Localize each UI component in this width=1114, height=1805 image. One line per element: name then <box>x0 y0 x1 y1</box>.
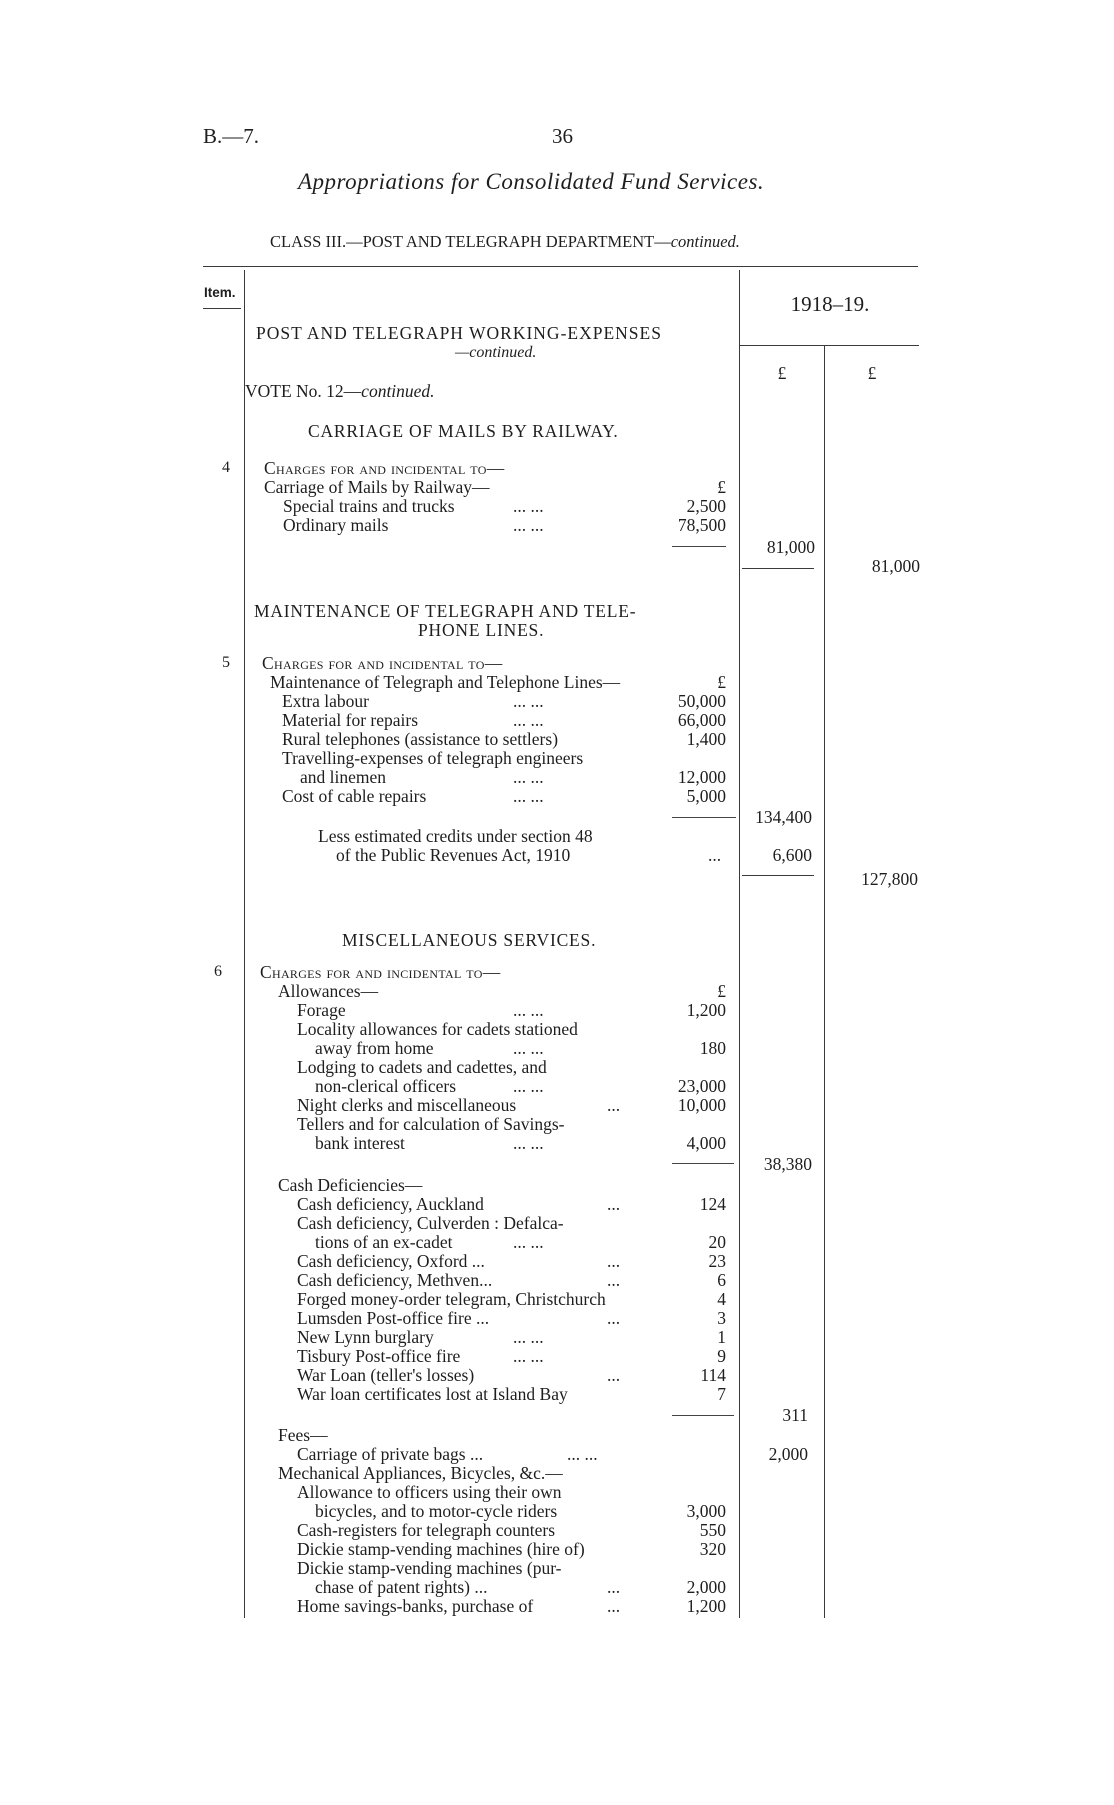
row-dots: ... ... <box>513 767 544 787</box>
row-dots: ... <box>607 1365 621 1385</box>
less-credits-line1: Less estimated credits under section 48 <box>318 826 593 846</box>
page-title: Appropriations for Consolidated Fund Services. <box>298 169 765 194</box>
row-value: 6 <box>717 1270 726 1290</box>
row-value: 2,000 <box>686 1577 726 1597</box>
row-dots: ... ... <box>513 1133 544 1153</box>
row-label: Carriage of private bags ... <box>297 1444 484 1464</box>
row-label: Rural telephones (assistance to settlers) <box>282 729 559 749</box>
maintenance-subtotal: 134,400 <box>755 807 812 827</box>
row-label: Locality allowances for cadets stationed <box>297 1019 578 1039</box>
row-value: 320 <box>699 1539 726 1559</box>
row-dots: ... ... <box>513 710 544 730</box>
row-value: 23 <box>708 1251 726 1271</box>
row-label: Home savings-banks, purchase of <box>297 1596 534 1616</box>
row-dots: ... <box>607 1577 621 1597</box>
row-label: Forged money-order telegram, Christchurch <box>297 1289 606 1309</box>
row-value: 9 <box>717 1346 726 1366</box>
page-number: 36 <box>552 124 573 148</box>
row-value: 114 <box>700 1365 726 1385</box>
row-value: 7 <box>717 1384 726 1404</box>
row-label: Cash deficiency, Methven... <box>297 1270 493 1290</box>
row-dots: ... <box>607 1194 621 1214</box>
fees-label: Fees— <box>278 1425 328 1445</box>
carriage-total: 81,000 <box>871 556 920 576</box>
carriage-charges-label: Charges for and incidental to— <box>264 458 505 478</box>
year-header-rule <box>739 345 919 346</box>
document-reference: B.—7. <box>203 124 260 148</box>
row-label: Lodging to cadets and cadettes, and <box>297 1057 547 1077</box>
row-label: Extra labour <box>282 691 369 711</box>
row-dots: ... <box>607 1596 621 1616</box>
row-value: 4,000 <box>686 1133 726 1153</box>
row-dots: ... ... <box>513 1327 544 1347</box>
row-label: New Lynn burglary <box>297 1327 434 1347</box>
maintenance-heading-line2: PHONE LINES. <box>418 620 545 640</box>
item-number-4: 4 <box>222 459 230 476</box>
less-credits-dots: ... <box>708 845 722 865</box>
cash-deficiencies-total: 311 <box>782 1405 808 1425</box>
row-label: Material for repairs <box>282 710 419 730</box>
pound-header-right: £ <box>867 363 877 383</box>
cash-deficiencies-label: Cash Deficiencies— <box>278 1175 423 1195</box>
misc-pound-sign: £ <box>717 981 726 1001</box>
row-label: non-clerical officers <box>315 1076 457 1096</box>
row-value: 1 <box>717 1327 726 1347</box>
row-dots: ... ... <box>513 786 544 806</box>
item-number-6: 6 <box>214 963 222 980</box>
row-value: 2,500 <box>686 496 726 516</box>
row-label: War Loan (teller's losses) <box>297 1365 475 1385</box>
row-label: Cash deficiency, Auckland <box>297 1194 484 1214</box>
row-label: Cash-registers for telegraph counters <box>297 1520 556 1540</box>
maintenance-sub-label: Maintenance of Telegraph and Telephone Lines— <box>270 672 621 692</box>
row-dots: ... ... <box>513 1232 544 1252</box>
row-value: 5,000 <box>686 786 726 806</box>
misc-heading: MISCELLANEOUS SERVICES. <box>342 930 597 950</box>
row-label: Cash deficiency, Culverden : Defalca- <box>297 1213 564 1233</box>
section-title-continued: —continued. <box>455 344 537 361</box>
row-dots: ... ... <box>513 1076 544 1096</box>
row-value: 1,200 <box>686 1596 726 1616</box>
section-title: POST AND TELEGRAPH WORKING-EXPENSES <box>256 323 662 343</box>
row-value: 3 <box>717 1308 726 1328</box>
row-label: bank interest <box>315 1133 405 1153</box>
allowances-label: Allowances— <box>278 981 379 1001</box>
row-value: 1,200 <box>686 1000 726 1020</box>
row-value: 10,000 <box>677 1095 726 1115</box>
carriage-sum-rule <box>672 546 726 547</box>
maintenance-charges-label: Charges for and incidental to— <box>262 653 503 673</box>
table-top-rule <box>203 266 918 267</box>
maintenance-pound-sign: £ <box>717 672 726 692</box>
carriage-pound-sign: £ <box>717 477 726 497</box>
item-column-rule <box>244 270 245 1618</box>
carriage-sub-label: Carriage of Mails by Railway— <box>264 477 490 497</box>
carriage-subtotal-rule <box>742 568 814 569</box>
row-value: 3,000 <box>686 1501 726 1521</box>
row-label: Forage <box>297 1000 346 1020</box>
row-value: 23,000 <box>677 1076 726 1096</box>
item-header-rule <box>203 308 241 309</box>
row-value: 50,000 <box>677 691 726 711</box>
row-label: bicycles, and to motor-cycle riders <box>315 1501 558 1521</box>
row-value: 124 <box>699 1194 726 1214</box>
row-dots: ... ... <box>567 1444 598 1464</box>
misc-charges-label: Charges for and incidental to— <box>260 962 501 982</box>
row-dots: ... ... <box>513 515 544 535</box>
pound-header-left: £ <box>777 363 787 383</box>
maintenance-less-rule <box>742 875 814 876</box>
row-value: 4 <box>717 1289 726 1309</box>
carriage-subtotal: 81,000 <box>766 537 815 557</box>
row-dots: ... ... <box>513 1000 544 1020</box>
row-value: 2,000 <box>768 1444 808 1464</box>
row-label: tions of an ex-cadet <box>315 1232 453 1252</box>
row-value: 550 <box>699 1520 726 1540</box>
row-label: Cash deficiency, Oxford ... <box>297 1251 485 1271</box>
row-label: Tisbury Post-office fire <box>297 1346 461 1366</box>
mechanical-appliances-label: Mechanical Appliances, Bicycles, &c.— <box>278 1463 563 1483</box>
total-column-rule <box>824 345 825 1618</box>
less-credits-value: 6,600 <box>772 845 812 865</box>
maintenance-total: 127,800 <box>861 869 918 889</box>
row-dots: ... <box>607 1270 621 1290</box>
less-credits-line2: of the Public Revenues Act, 1910 <box>336 845 571 865</box>
row-label: Travelling-expenses of telegraph engineers <box>282 748 584 768</box>
row-label: Special trains and trucks <box>283 496 455 516</box>
row-value: 66,000 <box>677 710 726 730</box>
vote-line: VOTE No. 12—continued. <box>245 381 435 401</box>
row-dots: ... <box>607 1095 621 1115</box>
row-dots: ... <box>607 1308 621 1328</box>
row-label: Allowance to officers using their own <box>297 1482 562 1502</box>
row-label: Ordinary mails <box>283 515 389 535</box>
row-label: and linemen <box>300 767 387 787</box>
row-dots: ... ... <box>513 496 544 516</box>
year-column-header: 1918–19. <box>790 292 870 316</box>
row-value: 78,500 <box>677 515 726 535</box>
row-value: 12,000 <box>677 767 726 787</box>
row-dots: ... <box>607 1251 621 1271</box>
row-label: War loan certificates lost at Island Bay <box>297 1384 568 1404</box>
class-heading: CLASS III.—POST AND TELEGRAPH DEPARTMENT—continued. <box>270 232 740 251</box>
row-label: Dickie stamp-vending machines (pur- <box>297 1558 562 1578</box>
cash-sum-rule <box>672 1415 734 1416</box>
row-label: chase of patent rights) ... <box>315 1577 488 1597</box>
row-label: away from home <box>315 1038 434 1058</box>
maintenance-heading-line1: MAINTENANCE OF TELEGRAPH AND TELE- <box>254 601 637 621</box>
row-dots: ... ... <box>513 1038 544 1058</box>
item-column-header: Item. <box>204 285 236 300</box>
row-dots: ... ... <box>513 691 544 711</box>
allowances-total: 38,380 <box>763 1154 812 1174</box>
maintenance-sum-rule <box>672 817 736 818</box>
row-value: 20 <box>708 1232 726 1252</box>
carriage-heading: CARRIAGE OF MAILS BY RAILWAY. <box>308 421 619 441</box>
row-label: Dickie stamp-vending machines (hire of) <box>297 1539 585 1559</box>
row-value: 1,400 <box>686 729 726 749</box>
row-label: Cost of cable repairs <box>282 786 427 806</box>
row-label: Night clerks and miscellaneous <box>297 1095 517 1115</box>
row-dots: ... ... <box>513 1346 544 1366</box>
item-number-5: 5 <box>222 654 230 671</box>
row-value: 180 <box>699 1038 726 1058</box>
row-label: Tellers and for calculation of Savings- <box>297 1114 565 1134</box>
allowances-sum-rule <box>672 1163 734 1164</box>
row-label: Lumsden Post-office fire ... <box>297 1308 490 1328</box>
